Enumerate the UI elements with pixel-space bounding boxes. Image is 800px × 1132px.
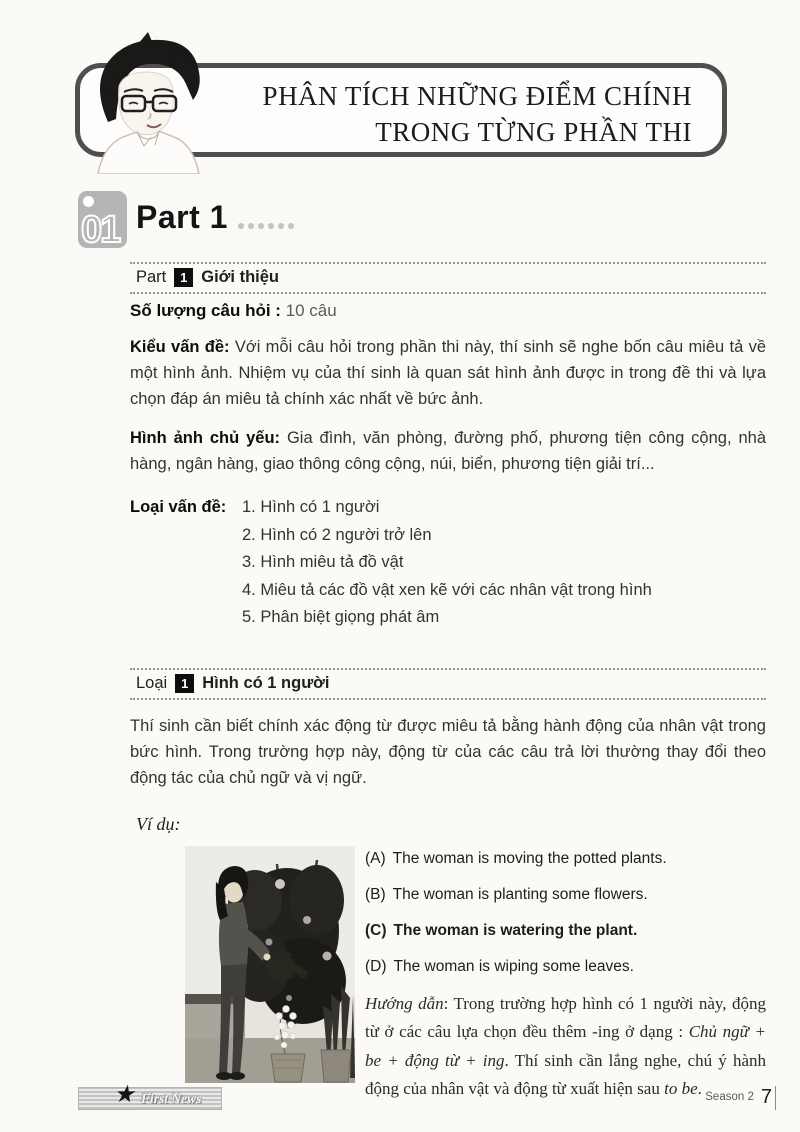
main-images-paragraph [130, 425, 766, 477]
decorative-dots-icon [238, 223, 294, 229]
type1-header-bar [130, 668, 766, 700]
issue-type-text: Với mỗi câu hỏi trong phần thi này, thí sinh sẽ nghe bốn câu miêu tả về một hình ảnh. Nhiệm vụ của thí sinh là quan sát hình ảnh được in trong đề thi và lựa chọn đáp án miêu tả chính xác nhất về bức ảnh. [130, 338, 767, 408]
page-number: 7 [760, 1086, 772, 1108]
example-label: Ví dụ: [136, 813, 181, 834]
guide-text: : Trong trường hợp hình có 1 người này, động từ ở các câu lựa chọn đều thêm -ing ở dạng : [365, 993, 766, 1041]
category-item: 4. Miêu tả các đồ vật xen kẽ với các nhân vật trong hình [242, 580, 652, 599]
category-item: 3. Hình miêu tả đồ vật [242, 553, 404, 571]
bar-title: Giới thiệu [201, 268, 279, 286]
chapter-title-line1: PHÂN TÍCH NHỮNG ĐIỂM CHÍNH [262, 81, 692, 111]
season-label: Season 2 [705, 1091, 754, 1103]
question-count-label: Số lượng câu hỏi : [130, 301, 281, 320]
question-count-line [130, 301, 766, 321]
bar-title: Hình có 1 người [202, 673, 330, 692]
option-letter: (C) [365, 921, 387, 939]
answer-option-d [365, 954, 766, 976]
section-number: 01 [81, 209, 120, 248]
category-item: 2. Hình có 2 người trở lên [242, 525, 432, 544]
page-edge-rule [775, 1086, 776, 1110]
category-item: 1. Hình có 1 người [242, 498, 380, 516]
chapter-title-line2: TRONG TỪNG PHẦN THI [375, 117, 692, 147]
category-list [242, 494, 652, 632]
option-letter: (D) [365, 957, 387, 975]
badge-corner-dot-icon [83, 196, 94, 207]
section-title: Part 1 [136, 199, 228, 235]
option-text: The woman is planting some flowers. [392, 885, 648, 903]
type1-description: Thí sinh cần biết chính xác động từ được miêu tả bằng hành động của nhân vật trong bức hình. Trong trường hợp này, động từ của các câu trả lời thường thay đổi theo động tác của chủ ngữ và vị ngữ. [130, 716, 766, 787]
section-heading-row [136, 199, 294, 236]
option-text: The woman is moving the potted plants. [392, 849, 667, 867]
page-footer-right [705, 1086, 776, 1110]
guide-label: Hướng dẫn [365, 993, 444, 1013]
main-images-text: Gia đình, văn phòng, đường phố, phương tiện công cộng, nhà hàng, ngân hàng, giao thông công cộng, núi, biển, phương tiện giải trí... [130, 429, 766, 473]
category-list-label: Loại vấn đề: [130, 498, 227, 516]
option-text: The woman is watering the plant. [393, 921, 638, 939]
bar-number-badge: 1 [175, 674, 194, 693]
option-letter: (B) [365, 885, 386, 903]
category-list-row [130, 494, 766, 632]
bar-number-badge: 1 [174, 268, 193, 287]
section-number-badge [78, 191, 127, 248]
example-answers-column [365, 846, 766, 1121]
bar-prefix: Part [136, 268, 167, 286]
bar-prefix: Loại [136, 673, 168, 692]
guide-tobe: to be [664, 1079, 698, 1098]
woman-watering-potted-plant-photo [185, 846, 355, 1083]
part1-intro-header-bar [130, 262, 766, 294]
star-icon: ★ [112, 1081, 140, 1108]
option-letter: (A) [365, 849, 386, 867]
example-block [185, 846, 766, 1121]
guide-formula: Chủ ngữ + be + động từ + ing [365, 1022, 766, 1070]
publisher-logo-text: First News [141, 1091, 202, 1106]
main-images-label: Hình ảnh chủ yếu: [130, 429, 281, 447]
content-column [130, 262, 766, 1121]
answer-option-b [365, 882, 766, 904]
question-count-value: 10 câu [280, 301, 337, 320]
guide-text: . Thí sinh cần lắng nghe, chú ý hành động của nhân vật và động từ xuất hiện sau [365, 1050, 766, 1098]
guide-text: . [697, 1079, 702, 1098]
category-item: 5. Phân biệt giọng phát âm [242, 608, 440, 626]
answer-option-c-correct [365, 918, 766, 940]
issue-type-label: Kiểu vấn đề: [130, 338, 230, 356]
chapter-title [263, 78, 692, 150]
teacher-cartoon-illustration [78, 24, 236, 174]
publisher-logo [78, 1081, 222, 1110]
option-text: The woman is wiping some leaves. [393, 957, 634, 975]
answer-option-a [365, 846, 766, 868]
issue-type-paragraph [130, 334, 766, 412]
